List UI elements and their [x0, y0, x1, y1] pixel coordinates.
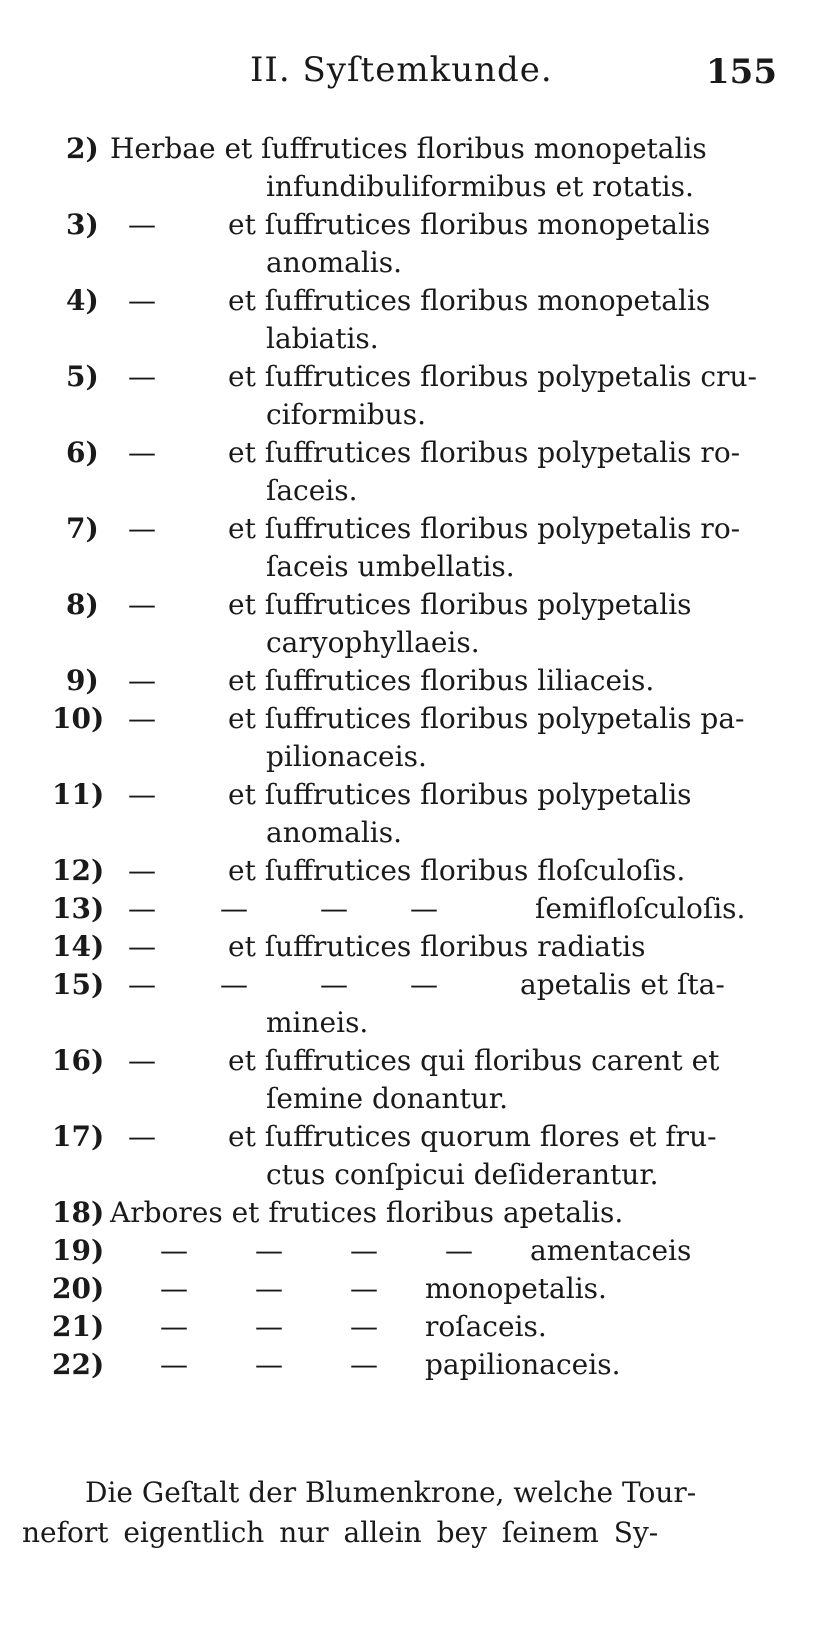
ditto-dash: — — [350, 1272, 378, 1305]
entry-line — [0, 358, 830, 396]
ditto-dash: — — [128, 702, 156, 735]
ditto-dash: — — [255, 1234, 283, 1267]
entry-continuation: ſaceis. — [266, 474, 358, 507]
entry-continuation-line — [0, 814, 830, 852]
entry-line — [0, 282, 830, 320]
entry-number: 14) — [52, 930, 105, 963]
ditto-dash: — — [128, 1044, 156, 1077]
entry-continuation: caryophyllaeis. — [266, 626, 480, 659]
entry-number: 11) — [52, 778, 105, 811]
chapter-title: II. Syſtemkunde. — [250, 50, 553, 90]
entry-line — [0, 890, 830, 928]
list-entry — [0, 282, 830, 358]
entry-number: 4) — [66, 284, 99, 317]
entry-number: 15) — [52, 968, 105, 1001]
ditto-dash: — — [128, 778, 156, 811]
list-entry — [0, 662, 830, 700]
entry-text: et ſuffrutices floribus monopetalis — [228, 208, 711, 241]
entry-continuation: anomalis. — [266, 246, 403, 279]
entry-text: et ſuffrutices floribus liliaceis. — [228, 664, 655, 697]
ditto-dash: — — [320, 968, 348, 1001]
entry-line — [0, 1346, 830, 1384]
entry-continuation: ctus conſpicui deſiderantur. — [266, 1158, 659, 1191]
ditto-dash: — — [128, 360, 156, 393]
entry-number: 17) — [52, 1120, 105, 1153]
entry-continuation-line — [0, 396, 830, 434]
ditto-dash: — — [128, 436, 156, 469]
entry-text: et ſuffrutices floribus polypetalis — [228, 588, 692, 621]
ditto-dash: — — [128, 854, 156, 887]
entry-line — [0, 586, 830, 624]
ditto-dash: — — [128, 1120, 156, 1153]
page-number: 155 — [706, 52, 777, 92]
list-entry — [0, 1042, 830, 1118]
ditto-dash: — — [128, 284, 156, 317]
list-entry — [0, 1194, 830, 1232]
list-entry — [0, 434, 830, 510]
ditto-dash: — — [128, 512, 156, 545]
entry-line — [0, 1194, 830, 1232]
ditto-dash: — — [350, 1310, 378, 1343]
entry-continuation-line — [0, 244, 830, 282]
ditto-dash: — — [160, 1272, 188, 1305]
entry-continuation: mineis. — [266, 1006, 369, 1039]
entry-continuation-line — [0, 320, 830, 358]
entry-number: 16) — [52, 1044, 105, 1077]
entry-text: et ſuffrutices floribus floſculoſis. — [228, 854, 686, 887]
entry-text: et ſuffrutices floribus polypetalis ro- — [228, 512, 741, 545]
entry-text: monopetalis. — [425, 1272, 607, 1305]
entry-continuation: ſaceis umbellatis. — [266, 550, 515, 583]
entry-continuation: anomalis. — [266, 816, 403, 849]
entry-number: 7) — [66, 512, 99, 545]
list-entry — [0, 586, 830, 662]
entry-line — [0, 1308, 830, 1346]
ditto-dash: — — [255, 1310, 283, 1343]
entry-line — [0, 928, 830, 966]
entry-text: papilionaceis. — [425, 1348, 621, 1381]
ditto-dash: — — [128, 208, 156, 241]
entry-continuation: ſemine donantur. — [266, 1082, 508, 1115]
entry-number: 12) — [52, 854, 105, 887]
running-header — [0, 50, 830, 100]
entry-text: Herbae et ſuffrutices floribus monopetalis — [110, 132, 707, 165]
entry-number: 19) — [52, 1234, 105, 1267]
entry-number: 5) — [66, 360, 99, 393]
list-entry — [0, 1308, 830, 1346]
ditto-dash: — — [160, 1234, 188, 1267]
entry-line — [0, 1232, 830, 1270]
list-entry — [0, 1232, 830, 1270]
entry-line — [0, 434, 830, 472]
ditto-dash: — — [350, 1234, 378, 1267]
entry-line — [0, 966, 830, 1004]
ditto-dash: — — [445, 1234, 473, 1267]
entry-continuation-line — [0, 472, 830, 510]
ditto-dash: — — [410, 968, 438, 1001]
ditto-dash: — — [160, 1348, 188, 1381]
list-entry — [0, 206, 830, 282]
list-entry — [0, 776, 830, 852]
entry-continuation-line — [0, 548, 830, 586]
ditto-dash: — — [220, 968, 248, 1001]
entry-number: 21) — [52, 1310, 105, 1343]
entry-text: ſemifloſculoſis. — [535, 892, 746, 925]
entry-line — [0, 662, 830, 700]
list-entry — [0, 1118, 830, 1194]
ditto-dash: — — [220, 892, 248, 925]
entry-line — [0, 1118, 830, 1156]
entry-text: et ſuffrutices qui floribus carent et — [228, 1044, 720, 1077]
ditto-dash: — — [410, 892, 438, 925]
ditto-dash: — — [128, 892, 156, 925]
entry-number: 8) — [66, 588, 99, 621]
entry-text: Arbores et frutices floribus apetalis. — [110, 1196, 624, 1229]
list-entry — [0, 130, 830, 206]
entry-continuation: labiatis. — [266, 322, 379, 355]
entry-line — [0, 852, 830, 890]
entry-text: et ſuffrutices floribus polypetalis cru- — [228, 360, 757, 393]
entry-continuation-line — [0, 1080, 830, 1118]
entry-number: 6) — [66, 436, 99, 469]
entry-line — [0, 1270, 830, 1308]
entry-line — [0, 206, 830, 244]
entry-line — [0, 130, 830, 168]
classification-list — [0, 130, 830, 1384]
list-entry — [0, 510, 830, 586]
entry-text: et ſuffrutices quorum flores et fru- — [228, 1120, 717, 1153]
entry-number: 10) — [52, 702, 105, 735]
entry-text: et ſuffrutices floribus monopetalis — [228, 284, 711, 317]
entry-text: et ſuffrutices floribus polypetalis ro- — [228, 436, 741, 469]
list-entry — [0, 852, 830, 890]
entry-line — [0, 700, 830, 738]
entry-number: 13) — [52, 892, 105, 925]
list-entry — [0, 1270, 830, 1308]
entry-number: 18) — [52, 1196, 105, 1229]
entry-number: 22) — [52, 1348, 105, 1381]
entry-text: amentaceis — [530, 1234, 692, 1267]
ditto-dash: — — [128, 968, 156, 1001]
entry-continuation-line — [0, 624, 830, 662]
entry-text: et ſuffrutices floribus polypetalis — [228, 778, 692, 811]
list-entry — [0, 928, 830, 966]
ditto-dash: — — [320, 892, 348, 925]
entry-continuation: infundibuliformibus et rotatis. — [266, 170, 694, 203]
entry-continuation-line — [0, 1156, 830, 1194]
paragraph-line-1: Die Geſtalt der Blumenkrone, welche Tour- — [85, 1476, 697, 1509]
paragraph-line-2: nefort eigentlich nur allein bey ſeinem Sy- — [22, 1516, 659, 1549]
entry-continuation-line — [0, 738, 830, 776]
list-entry — [0, 700, 830, 776]
entry-text: et ſuffrutices floribus polypetalis pa- — [228, 702, 745, 735]
ditto-dash: — — [128, 930, 156, 963]
entry-number: 2) — [66, 132, 99, 165]
entry-number: 20) — [52, 1272, 105, 1305]
ditto-dash: — — [128, 588, 156, 621]
ditto-dash: — — [128, 664, 156, 697]
list-entry — [0, 358, 830, 434]
entry-continuation: ciformibus. — [266, 398, 426, 431]
list-entry — [0, 890, 830, 928]
entry-number: 3) — [66, 208, 99, 241]
ditto-dash: — — [160, 1310, 188, 1343]
ditto-dash: — — [350, 1348, 378, 1381]
entry-line — [0, 1042, 830, 1080]
list-entry — [0, 966, 830, 1042]
entry-continuation-line — [0, 1004, 830, 1042]
list-entry — [0, 1346, 830, 1384]
ditto-dash: — — [255, 1348, 283, 1381]
entry-continuation-line — [0, 168, 830, 206]
entry-text: et ſuffrutices floribus radiatis — [228, 930, 646, 963]
entry-continuation: pilionaceis. — [266, 740, 427, 773]
entry-line — [0, 510, 830, 548]
entry-text: roſaceis. — [425, 1310, 547, 1343]
entry-line — [0, 776, 830, 814]
ditto-dash: — — [255, 1272, 283, 1305]
entry-number: 9) — [66, 664, 99, 697]
entry-text: apetalis et ſta- — [520, 968, 725, 1001]
